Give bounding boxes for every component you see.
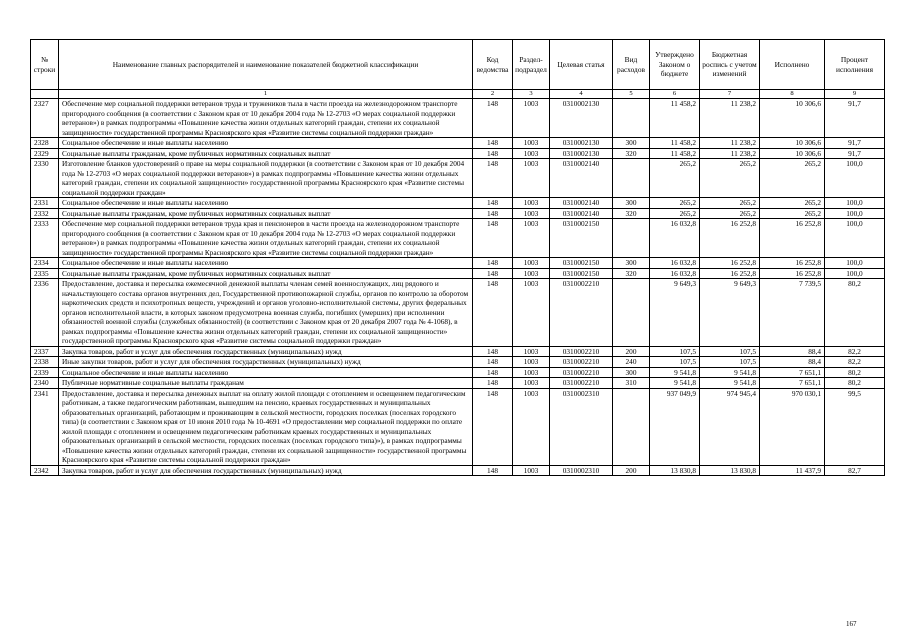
row-cs: 0310002130 [550, 99, 613, 138]
row-number: 2334 [31, 258, 59, 269]
row-number: 2332 [31, 208, 59, 219]
row-rosp: 16 252,8 [700, 268, 760, 279]
row-vr: 200 [613, 346, 650, 357]
row-utv: 16 032,8 [650, 268, 700, 279]
row-rosp: 11 238,2 [700, 148, 760, 159]
table-row [31, 198, 885, 209]
row-ved: 148 [473, 198, 513, 209]
row-name: Обеспечение мер социальной поддержки ветеранов труда и тружеников тыла в части проезда на железнодорожном транспорте пригородного сообщения (в соответствии с Законом края от 10 декабря 2004 года № 12-2703 «О мерах социальной поддержки ветеранов») в рамках подпрограммы «Повышение качества жизни отдельных категорий граждан, степени их социальной защищенности» государственной программы Красноярского края «Развитие системы социальной поддержки граждан» [59, 99, 473, 138]
row-proc: 100,0 [825, 258, 885, 269]
row-name: Социальные выплаты гражданам, кроме публичных нормативных социальных выплат [59, 268, 473, 279]
header-razdel: Раздел-подраздел [513, 40, 550, 90]
row-cs: 0310002140 [550, 159, 613, 198]
row-name: Обеспечение мер социальной поддержки ветеранов труда края и пенсионеров в части проезда на железнодорожном транспорте пригородного сообщения (в соответствии с Законом края от 10 декабря 2004 года № 12-2703 «О мерах социальной поддержки ветеранов») в рамках подпрограммы «Повышение качества жизни отдельных категорий граждан, степени их социальной защищенности» государственной программы Красноярского края «Развитие системы социальной поддержки граждан» [59, 219, 473, 258]
table-row [31, 279, 885, 347]
table-row [31, 367, 885, 378]
row-isp: 7 651,1 [760, 367, 825, 378]
row-proc: 100,0 [825, 208, 885, 219]
row-proc: 82,7 [825, 465, 885, 476]
row-number: 2333 [31, 219, 59, 258]
row-cs: 0310002150 [550, 258, 613, 269]
row-name: Социальное обеспечение и иные выплаты населению [59, 198, 473, 209]
row-cs: 0310002310 [550, 465, 613, 476]
row-name: Социальные выплаты гражданам, кроме публичных нормативных социальных выплат [59, 208, 473, 219]
row-isp: 11 437,9 [760, 465, 825, 476]
row-isp: 88,4 [760, 357, 825, 368]
header-isp: Исполнено [760, 40, 825, 90]
row-proc: 80,2 [825, 279, 885, 347]
row-utv: 16 032,8 [650, 219, 700, 258]
row-rosp: 107,5 [700, 357, 760, 368]
row-ved: 148 [473, 159, 513, 198]
row-utv: 265,2 [650, 198, 700, 209]
row-vr: 300 [613, 367, 650, 378]
header-rownum: № строки [31, 40, 59, 90]
row-number: 2331 [31, 198, 59, 209]
row-proc: 100,0 [825, 219, 885, 258]
table-row [31, 148, 885, 159]
row-number: 2328 [31, 138, 59, 149]
row-isp: 88,4 [760, 346, 825, 357]
row-rosp: 265,2 [700, 159, 760, 198]
row-vr [613, 99, 650, 138]
row-rosp: 974 945,4 [700, 388, 760, 465]
header-row [31, 40, 885, 90]
row-vr [613, 279, 650, 347]
row-cs: 0310002210 [550, 367, 613, 378]
row-isp: 265,2 [760, 198, 825, 209]
row-rosp: 107,5 [700, 346, 760, 357]
row-vr: 320 [613, 148, 650, 159]
table-row [31, 268, 885, 279]
row-rosp: 9 649,3 [700, 279, 760, 347]
row-proc: 100,0 [825, 159, 885, 198]
row-rosp: 13 830,8 [700, 465, 760, 476]
row-isp: 16 252,8 [760, 268, 825, 279]
row-cs: 0310002130 [550, 148, 613, 159]
row-proc: 82,2 [825, 357, 885, 368]
row-vr: 320 [613, 268, 650, 279]
header-rosp: Бюджетная роспись с учетом изменений [700, 40, 760, 90]
row-cs: 0310002210 [550, 357, 613, 368]
row-utv: 9 541,8 [650, 367, 700, 378]
row-razdel: 1003 [513, 219, 550, 258]
row-razdel: 1003 [513, 279, 550, 347]
row-proc: 91,7 [825, 138, 885, 149]
page-number: 167 [846, 620, 857, 628]
header-utv: Утверждено Законом о бюджете [650, 40, 700, 90]
row-isp: 265,2 [760, 159, 825, 198]
budget-table [30, 39, 885, 476]
row-utv: 13 830,8 [650, 465, 700, 476]
colnum: 6 [650, 90, 700, 99]
row-cs: 0310002210 [550, 378, 613, 389]
row-razdel: 1003 [513, 138, 550, 149]
row-utv: 11 458,2 [650, 148, 700, 159]
row-isp: 7 739,5 [760, 279, 825, 347]
colnum: 5 [613, 90, 650, 99]
row-proc: 91,7 [825, 99, 885, 138]
table-row [31, 378, 885, 389]
row-cs: 0310002140 [550, 198, 613, 209]
row-razdel: 1003 [513, 258, 550, 269]
row-proc: 100,0 [825, 268, 885, 279]
header-cs: Целевая статья [550, 40, 613, 90]
row-utv: 9 541,8 [650, 378, 700, 389]
row-vr: 240 [613, 357, 650, 368]
colnum: 2 [473, 90, 513, 99]
row-vr [613, 219, 650, 258]
row-rosp: 16 252,8 [700, 219, 760, 258]
row-vr [613, 159, 650, 198]
row-isp: 16 252,8 [760, 258, 825, 269]
row-ved: 148 [473, 148, 513, 159]
row-number: 2338 [31, 357, 59, 368]
row-rosp: 11 238,2 [700, 138, 760, 149]
row-cs: 0310002210 [550, 279, 613, 347]
row-isp: 10 306,6 [760, 138, 825, 149]
row-name: Социальное обеспечение и иные выплаты населению [59, 258, 473, 269]
row-vr: 300 [613, 138, 650, 149]
row-name: Иные закупки товаров, работ и услуг для обеспечения государственных (муниципальных) нужд [59, 357, 473, 368]
column-number-row [31, 90, 885, 99]
row-vr: 300 [613, 258, 650, 269]
row-utv: 11 458,2 [650, 138, 700, 149]
row-rosp: 16 252,8 [700, 258, 760, 269]
colnum [31, 90, 59, 99]
row-isp: 10 306,6 [760, 99, 825, 138]
row-ved: 148 [473, 138, 513, 149]
row-number: 2337 [31, 346, 59, 357]
row-vr: 200 [613, 465, 650, 476]
row-utv: 937 049,9 [650, 388, 700, 465]
row-number: 2340 [31, 378, 59, 389]
row-ved: 148 [473, 388, 513, 465]
row-ved: 148 [473, 346, 513, 357]
row-proc: 91,7 [825, 148, 885, 159]
row-isp: 10 306,6 [760, 148, 825, 159]
row-utv: 265,2 [650, 159, 700, 198]
row-utv: 11 458,2 [650, 99, 700, 138]
row-razdel: 1003 [513, 148, 550, 159]
row-proc: 82,2 [825, 346, 885, 357]
budget-table-sheet [30, 39, 884, 476]
colnum: 8 [760, 90, 825, 99]
colnum: 9 [825, 90, 885, 99]
row-proc: 80,2 [825, 367, 885, 378]
row-ved: 148 [473, 367, 513, 378]
table-row [31, 99, 885, 138]
header-ved: Код ведомства [473, 40, 513, 90]
row-cs: 0310002130 [550, 138, 613, 149]
table-row [31, 258, 885, 269]
row-utv: 16 032,8 [650, 258, 700, 269]
row-cs: 0310002310 [550, 388, 613, 465]
table-row [31, 138, 885, 149]
row-isp: 16 252,8 [760, 219, 825, 258]
row-number: 2341 [31, 388, 59, 465]
row-isp: 265,2 [760, 208, 825, 219]
row-name: Предоставление, доставка и пересылка денежных выплат на оплату жилой площади с отоплением и освещением педагогическим работникам, а также педагогическим работникам, вышедшим на пенсию, краевых государственных и муниципальных образовательных организаций, работающим и проживающим в сельской местности, городских поселках (поселках городского типа) (в соответствии с Законом края от 10 июня 2010 года № 10-4691 «О предоставлении мер социальной поддержки по оплате жилой площади с отоплением и освещением педагогическим работникам краевых государственных и муниципальных образовательных организаций в сельской местности, городских поселках (поселках городского типа)»), в рамках подпрограммы «Повышение качества жизни отдельных категорий граждан, степени их социальной защищенности» государственной программы Красноярского края «Развитие системы социальной поддержки граждан» [59, 388, 473, 465]
row-rosp: 11 238,2 [700, 99, 760, 138]
row-utv: 265,2 [650, 208, 700, 219]
row-vr: 310 [613, 378, 650, 389]
row-razdel: 1003 [513, 208, 550, 219]
row-rosp: 265,2 [700, 198, 760, 209]
row-number: 2327 [31, 99, 59, 138]
table-body [31, 99, 885, 476]
row-name: Социальное обеспечение и иные выплаты населению [59, 138, 473, 149]
row-name: Предоставление, доставка и пересылка ежемесячной денежной выплаты членам семей военнослужащих, лиц рядового и начальствующего состава органов внутренних дел, Государственной противопожарной службы, органов по контролю за оборотом наркотических средств и психотропных веществ, учреждений и органов уголовно-исполнительной системы, других федеральных органов исполнительной власти, в которых законом предусмотрена военная служба, погибших (умерших) при исполнении обязанностей военной службы (служебных обязанностей) (в соответствии с Законом края от 20 декабря 2007 года № 4-1068), в рамках подпрограммы «Повышение качества жизни отдельных категорий граждан, степени их социальной защищенности» государственной программы Красноярского края «Развитие системы социальной поддержки граждан» [59, 279, 473, 347]
row-ved: 148 [473, 258, 513, 269]
colnum: 1 [59, 90, 473, 99]
row-isp: 7 651,1 [760, 378, 825, 389]
row-rosp: 9 541,8 [700, 378, 760, 389]
row-razdel: 1003 [513, 159, 550, 198]
row-name: Изготовление бланков удостоверений о праве на меры социальной поддержки (в соответствии с Законом края от 10 декабря 2004 года № 12-2703 «О мерах социальной поддержки ветеранов») в рамках подпрограммы «Повышение качества жизни отдельных категорий граждан, степени их социальной защищенности» государственной программы Красноярского края «Развитие системы социальной поддержки граждан» [59, 159, 473, 198]
row-cs: 0310002210 [550, 346, 613, 357]
row-razdel: 1003 [513, 346, 550, 357]
row-rosp: 9 541,8 [700, 367, 760, 378]
table-row [31, 346, 885, 357]
row-name: Социальное обеспечение и иные выплаты населению [59, 367, 473, 378]
table-row [31, 388, 885, 465]
row-isp: 970 030,1 [760, 388, 825, 465]
row-number: 2339 [31, 367, 59, 378]
table-row [31, 219, 885, 258]
row-vr: 300 [613, 198, 650, 209]
row-ved: 148 [473, 465, 513, 476]
row-name: Публичные нормативные социальные выплаты гражданам [59, 378, 473, 389]
row-proc: 100,0 [825, 198, 885, 209]
table-row [31, 357, 885, 368]
row-number: 2330 [31, 159, 59, 198]
row-razdel: 1003 [513, 378, 550, 389]
row-cs: 0310002140 [550, 208, 613, 219]
colnum: 4 [550, 90, 613, 99]
row-utv: 107,5 [650, 346, 700, 357]
colnum: 3 [513, 90, 550, 99]
row-razdel: 1003 [513, 357, 550, 368]
row-ved: 148 [473, 279, 513, 347]
row-number: 2335 [31, 268, 59, 279]
row-proc: 99,5 [825, 388, 885, 465]
row-name: Закупка товаров, работ и услуг для обеспечения государственных (муниципальных) нужд [59, 465, 473, 476]
table-row [31, 159, 885, 198]
table-row [31, 465, 885, 476]
row-ved: 148 [473, 99, 513, 138]
colnum: 7 [700, 90, 760, 99]
row-cs: 0310002150 [550, 219, 613, 258]
header-vr: Вид расходов [613, 40, 650, 90]
row-ved: 148 [473, 219, 513, 258]
row-razdel: 1003 [513, 198, 550, 209]
header-name: Наименование главных распорядителей и наименование показателей бюджетной классификации [59, 40, 473, 90]
row-name: Социальные выплаты гражданам, кроме публичных нормативных социальных выплат [59, 148, 473, 159]
row-ved: 148 [473, 208, 513, 219]
row-name: Закупка товаров, работ и услуг для обеспечения государственных (муниципальных) нужд [59, 346, 473, 357]
row-razdel: 1003 [513, 99, 550, 138]
row-rosp: 265,2 [700, 208, 760, 219]
row-vr [613, 388, 650, 465]
row-ved: 148 [473, 378, 513, 389]
row-number: 2329 [31, 148, 59, 159]
row-razdel: 1003 [513, 367, 550, 378]
row-ved: 148 [473, 357, 513, 368]
row-ved: 148 [473, 268, 513, 279]
row-number: 2342 [31, 465, 59, 476]
table-row [31, 208, 885, 219]
row-proc: 80,2 [825, 378, 885, 389]
row-razdel: 1003 [513, 388, 550, 465]
row-razdel: 1003 [513, 465, 550, 476]
row-vr: 320 [613, 208, 650, 219]
row-razdel: 1003 [513, 268, 550, 279]
row-utv: 107,5 [650, 357, 700, 368]
header-proc: Процент исполнения [825, 40, 885, 90]
row-utv: 9 649,3 [650, 279, 700, 347]
row-number: 2336 [31, 279, 59, 347]
row-cs: 0310002150 [550, 268, 613, 279]
